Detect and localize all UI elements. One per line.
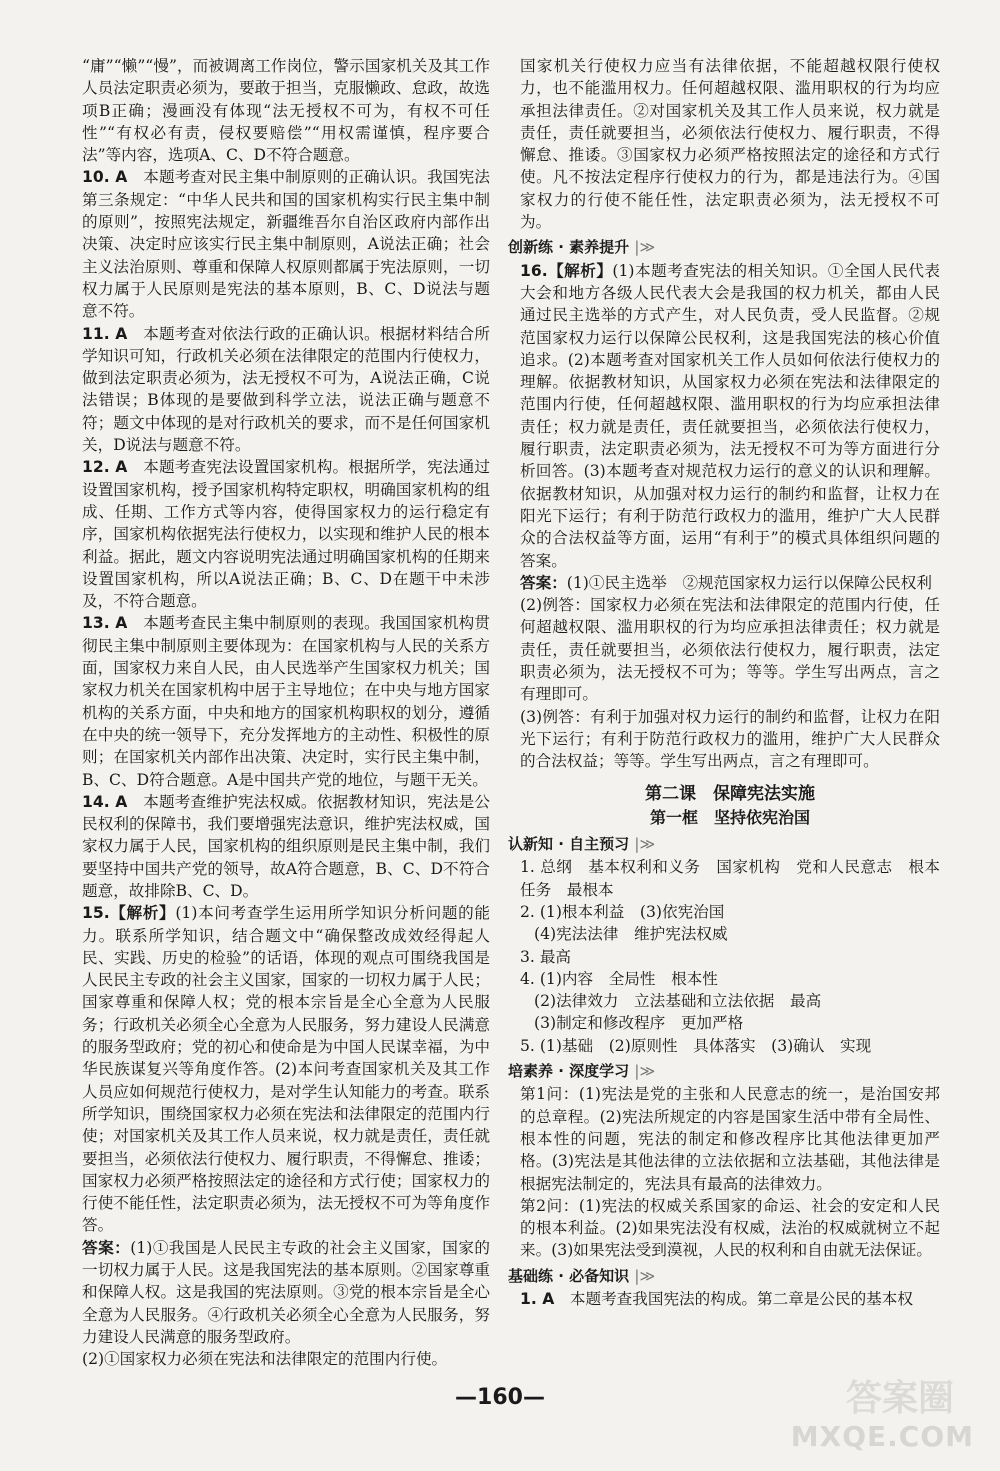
basic-question-1: 1. A 本题考查我国宪法的构成。第二章是公民的基本权 [520,1290,913,1309]
right-column [508,55,940,1310]
continued-answer: 国家机关行使权力应当有法律依据，不能超越权限行使权力，也不能滥用权力。任何超越权限、滥用职权的行为均应承担法律责任。②对国家机关及其工作人员来说，权力就是责任，责任就要担当，必须依法行使权力、履行职责，不得懈怠、推诿。③国家权力必须严格按照法定的途径和方式行使。凡不按法定程序行使权力的行为，都是违法行为。④国家权力的行使不能任性，法定职责必须为，法无授权不可为。 [520,57,940,232]
arrow-marker-icon: |≫ [634,1266,656,1285]
deep-learning-q2: 第2问：(1)宪法的权威关系国家的命运、社会的安定和人民的根本利益。(2)如果宪法没有权威，法治的权威就树立不起来。(3)如果宪法受到漠视，人民的权利和自由就无法保证。 [520,1196,940,1260]
section-header-chuangxin: 创新练 · 素养提升 |≫ [508,238,656,257]
question-10: 10. A 本题考查对民主集中制原则的正确认识。我国宪法第三条规定：“中华人民共和国的国家机构实行民主集中制的原则”，按照宪法规定，新疆维吾尔自治区政府内部作出决策、决定时应该实行民主集中制原则，A说法正确；社会主义法治原则、尊重和保障人权原则都属于宪法原则，一切权力属于人民原则是宪法的基本原则，B、C、D说法与题意不符。 [82,168,490,321]
frame-title: 第一框 坚持依宪治国 [649,807,810,827]
preview-item: 3. 最高 [520,947,572,966]
section-header-renxinzhi: 认新知 · 自主预习 |≫ [508,835,656,854]
watermark-text: MXQE.COM [790,1420,974,1453]
preview-item: (2)法律效力 立法基础和立法依据 最高 [534,992,822,1011]
lesson-title: 第二课 保障宪法实施 [645,783,815,804]
question-16-answer-3: (3)例答：有利于加强对权力运行的制约和监督，让权力在阳光下运行；有利于防范行政权力的滥用，维护广大人民群众的合法权益；等等。学生写出两点，言之有理即可。 [520,707,940,771]
question-15-answer-2: (2)①国家权力必须在宪法和法律限定的范围内行使。 [82,1350,448,1369]
watermark-logo [790,1373,974,1453]
question-15-answer: 答案：(1)①我国是人民民主专政的社会主义国家，国家的一切权力属于人民。这是我国宪法的基本原则。②国家尊重和保障人权。这是我国的宪法原则。③党的根本宗旨是全心全意为人民服务。④行政机关必须全心全意为人民服务，努力建设人民满意的服务型政府。 [82,1238,490,1346]
left-column [82,55,490,1371]
question-15: 15.【解析】(1)本问考查学生运用所学知识分析问题的能力。联系所学知识，结合题文中“确保整改成效经得起人民、实践、历史的检验”的话语，体现的观点可围绕我国是人民民主专政的社会主义国家，国家的一切权力属于人民；国家尊重和保障人权；党的根本宗旨是全心全意为人民服务；行政机关必须全心全意为人民服务，努力建设人民满意的服务型政府；党的初心和使命是为中国人民谋幸福，为中华民族谋复兴等角度作答。(2)本问考查国家机关及其工作人员应如何规范行使权力，是对学生认知能力的考查。联系所学知识，围绕国家权力必须在宪法和法律限定的范围内行使；对国家机关及其工作人员来说，权力就是责任，责任就要担当，必须依法行使权力、履行职责，不得懈怠、推诿；国家权力必须严格按照法定的途径和方式行使；国家权力的行使不能任性，法定职责必须为，法无授权不可为等角度作答。 [82,904,490,1235]
page-number: —160— [455,1385,545,1410]
preview-item: (4)宪法法律 维护宪法权威 [534,925,728,944]
preview-item: (3)制定和修改程序 更加严格 [534,1014,744,1033]
intro-paragraph: “庸”“懒”“慢”，而被调离工作岗位，警示国家机关及其工作人员法定职责必须为，要敢于担当，克服懒政、怠政，故选项B正确；漫画没有体现“法无授权不可为，有权不可任性”“有权必有责，侵权要赔偿”“用权需谨慎，程序要合法”等内容，选项A、C、D不符合题意。 [82,57,490,165]
question-11: 11. A 本题考查对依法行政的正确认识。根据材料结合所学知识可知，行政机关必须在法律限定的范围内行使权力，做到法定职责必须为，法无授权不可为，A说法正确，C说法错误；B体现的是要做到科学立法，说法正确与题意不符；题文中体现的是对行政机关的要求，而不是任何国家机关，D说法与题意不符。 [82,324,490,455]
preview-item: 4. (1)内容 全局性 根本性 [520,969,718,988]
preview-item: 5. (1)基础 (2)原则性 具体落实 (3)确认 实现 [520,1036,872,1055]
deep-learning-q1: 第1问：(1)宪法是党的主张和人民意志的统一，是治国安邦的总章程。(2)宪法所规定的内容是国家生活中带有全局性、根本性的问题，宪法的制定和修改程序比其他法律更加严格。(3)宪法是其他法律的立法依据和立法基础，其他法律是根据宪法制定的，宪法具有最高的法律效力。 [520,1085,940,1193]
question-16: 16.【解析】(1)本题考查宪法的相关知识。①全国人民代表大会和地方各级人民代表大会是我国的权力机关，都由人民通过民主选举的方式产生，对人民负责，受人民监督。②规范国家权力运行以保障公民权利，这是我国宪法的核心价值追求。(2)本题考查对国家机关工作人员如何依法行使权力的理解。依据教材知识，从国家权力必须在宪法和法律限定的范围内行使，任何超越权限、滥用职权的行为均应承担法律责任；权力就是责任，责任就要担当，必须依法行使权力，履行职责，法定职责必须为，法无授权不可为等方面进行分析回答。(3)本题考查对规范权力运行的意义的认识和理解。依据教材知识，从加强对权力运行的制约和监督，让权力在阳光下运行；有利于防范行政权力的滥用，维护广大人民群众的合法权益等方面，运用“有利于”的模式具体组织问题的答案。 [520,261,940,570]
arrow-marker-icon: |≫ [634,835,656,854]
section-header-peisuyang: 培素养 · 深度学习 |≫ [508,1062,656,1081]
question-14: 14. A 本题考查维护宪法权威。依据教材知识，宪法是公民权利的保障书，我们要增强宪法意识，维护宪法权威，国家权力属于人民，国家机构的组织原则是民主集中制，我们要坚持中国共产党的领导，故A符合题意，B、C、D不符合题意，故排除B、C、D。 [82,792,490,900]
preview-item: 2. (1)根本利益 (3)依宪治国 [520,902,725,921]
arrow-marker-icon: |≫ [634,1062,656,1081]
question-12: 12. A 本题考查宪法设置国家机构。根据所学，宪法通过设置国家机构，授予国家机构特定职权，明确国家机构的组成、任期、工作方式等内容，使得国家权力的运行稳定有序，国家机构依据宪法行使权力，以实现和维护人民的根本利益。据此，题文内容说明宪法通过明确国家机构的任期来设置国家机构，所以A说法正确；B、C、D在题干中未涉及，不符合题意。 [82,458,490,611]
preview-item: 1. 总纲 基本权利和义务 国家机构 党和人民意志 根本任务 最根本 [520,858,940,899]
question-13: 13. A 本题考查民主集中制原则的表现。我国国家机构贯彻民主集中制原则主要体现为：在国家机构与人民的关系方面，国家权力来自人民，由人民选举产生国家权力机关；国家权力机关在国家机构中居于主导地位；在中央与地方国家机构的关系方面，中央和地方的国家机构职权的划分，遵循在中央的统一领导下，充分发挥地方的主动性、积极性的原则；在国家机关内部作出决策、决定时，实行民主集中制，B、C、D符合题意。A是中国共产党的地位，与题干无关。 [82,614,490,789]
question-16-answer-2: (2)例答：国家权力必须在宪法和法律限定的范围内行使，任何超越权限、滥用职权的行为均应承担法律责任；权力就是责任，责任就要担当，必须依法行使权力，履行职责，法定职责必须为，法无授权不可为；等等。学生写出两点，言之有理即可。 [520,596,940,704]
arrow-marker-icon: |≫ [634,238,656,257]
question-16-answer: 答案：(1)①民主选举 ②规范国家权力运行以保障公民权利 [520,573,932,592]
section-header-jichu: 基础练 · 必备知识 |≫ [508,1266,656,1285]
watermark-icon: 答案圈 [845,1378,954,1419]
